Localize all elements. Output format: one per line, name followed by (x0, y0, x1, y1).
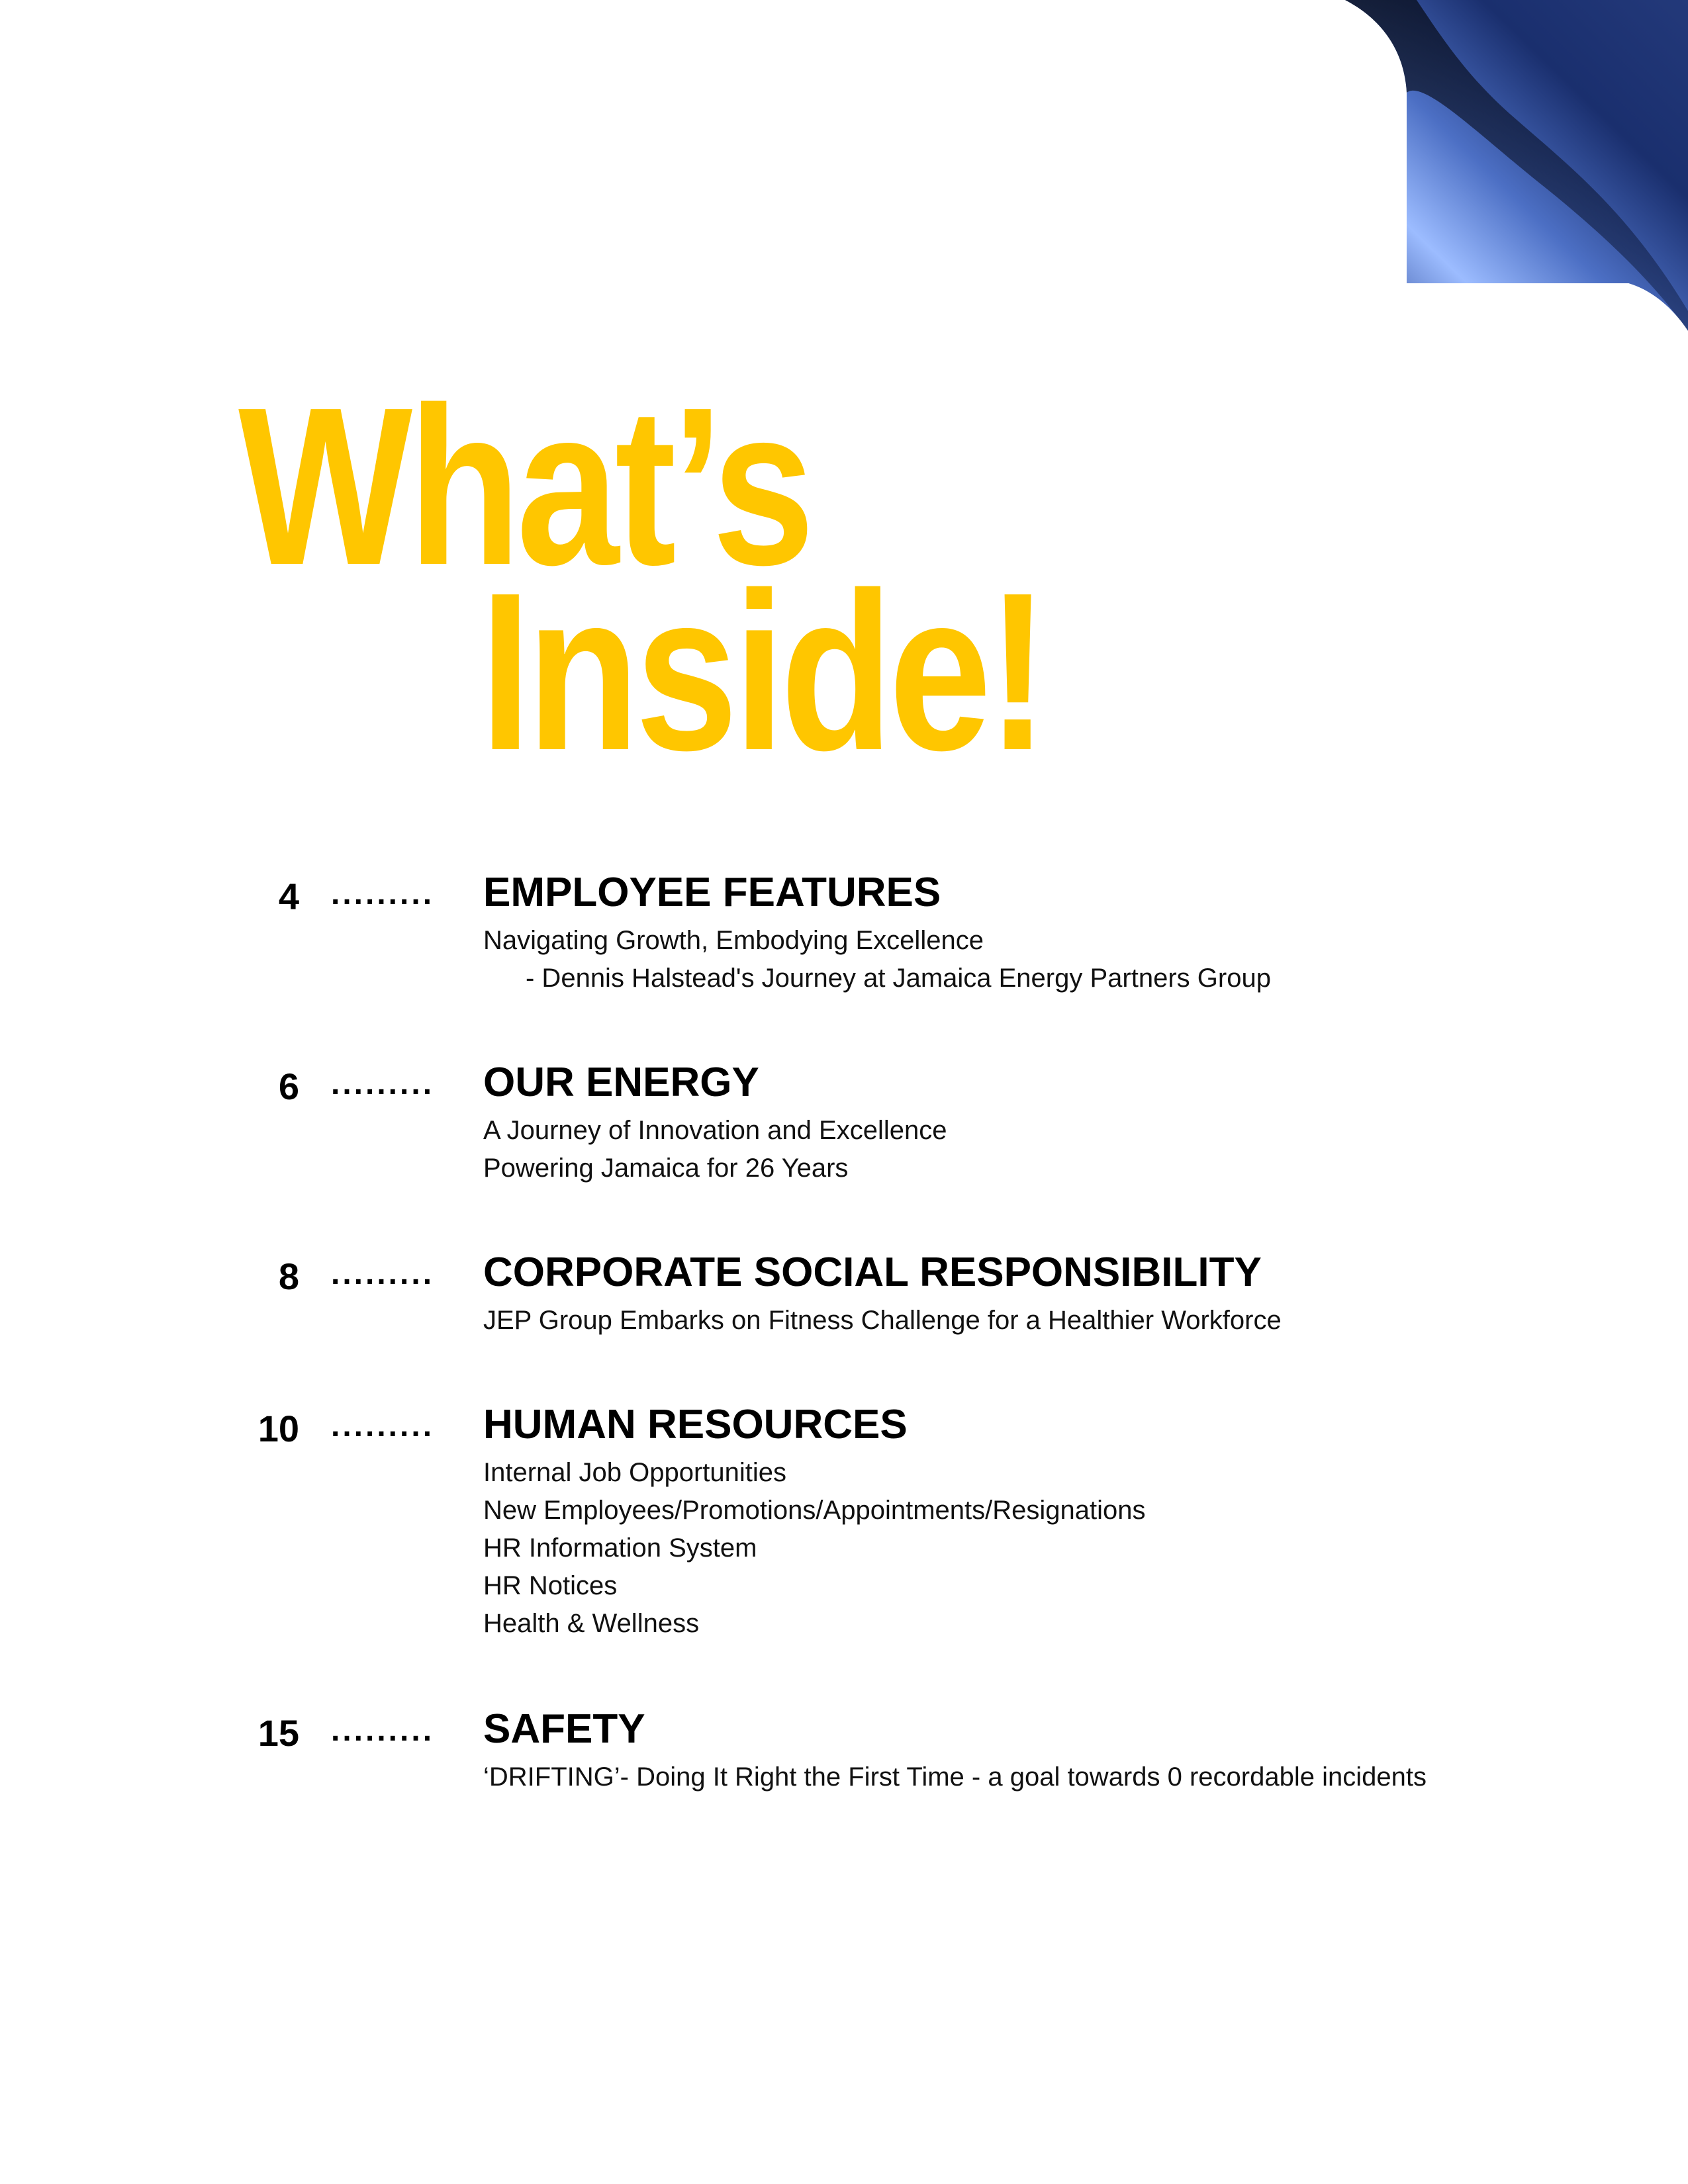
title-line-whats: What’s (238, 361, 811, 612)
toc-entry-body (483, 1059, 947, 1187)
toc-page-number: 15 (258, 1712, 299, 1754)
toc-item: - Dennis Halstead's Journey at Jamaica Energy Partners Group (526, 964, 1271, 993)
toc-dot-leader: ......... (331, 1713, 435, 1748)
page-curl-graphic (1344, 0, 1688, 338)
toc-item-list (483, 1758, 1427, 1796)
toc-item: HR Notices (483, 1571, 618, 1600)
title-line-inside: Inside! (480, 546, 1045, 797)
toc-item: Powering Jamaica for 26 Years (483, 1154, 849, 1183)
toc-heading: HUMAN RESOURCES (483, 1402, 908, 1447)
toc-heading: SAFETY (483, 1706, 645, 1752)
toc-item: ‘DRIFTING’- Doing It Right the First Time - a goal towards 0 recordable incidents (483, 1762, 1427, 1792)
toc-item-list (483, 1112, 947, 1187)
toc-heading: EMPLOYEE FEATURES (483, 870, 941, 915)
toc-item-list (483, 1302, 1282, 1340)
toc-page-number: 10 (258, 1408, 299, 1449)
toc-dot-leader: ......... (331, 876, 435, 911)
toc-item-list (483, 922, 1271, 997)
toc-item: New Employees/Promotions/Appointments/Resignations (483, 1496, 1146, 1525)
toc-heading: CORPORATE SOCIAL RESPONSIBILITY (483, 1250, 1262, 1295)
toc-item: HR Information System (483, 1533, 757, 1563)
toc-item: Health & Wellness (483, 1609, 700, 1638)
toc-item: Navigating Growth, Embodying Excellence (483, 926, 984, 955)
toc-item: JEP Group Embarks on Fitness Challenge for a Healthier Workforce (483, 1306, 1282, 1335)
toc-entry-body (483, 1249, 1282, 1340)
toc-heading: OUR ENERGY (483, 1060, 759, 1105)
toc-dot-leader: ......... (331, 1256, 435, 1291)
toc-page-number: 4 (278, 876, 299, 917)
toc-page-number: 8 (278, 1255, 299, 1297)
toc-entry-body (483, 869, 1271, 997)
toc-page-number: 6 (278, 1066, 299, 1107)
toc-item-list (483, 1454, 1146, 1643)
toc-item: Internal Job Opportunities (483, 1458, 787, 1487)
toc-dot-leader: ......... (331, 1066, 435, 1101)
toc-entry-body (483, 1706, 1427, 1796)
toc-entry-body (483, 1401, 1146, 1643)
toc-dot-leader: ......... (331, 1408, 435, 1443)
toc-item: A Journey of Innovation and Excellence (483, 1116, 947, 1145)
